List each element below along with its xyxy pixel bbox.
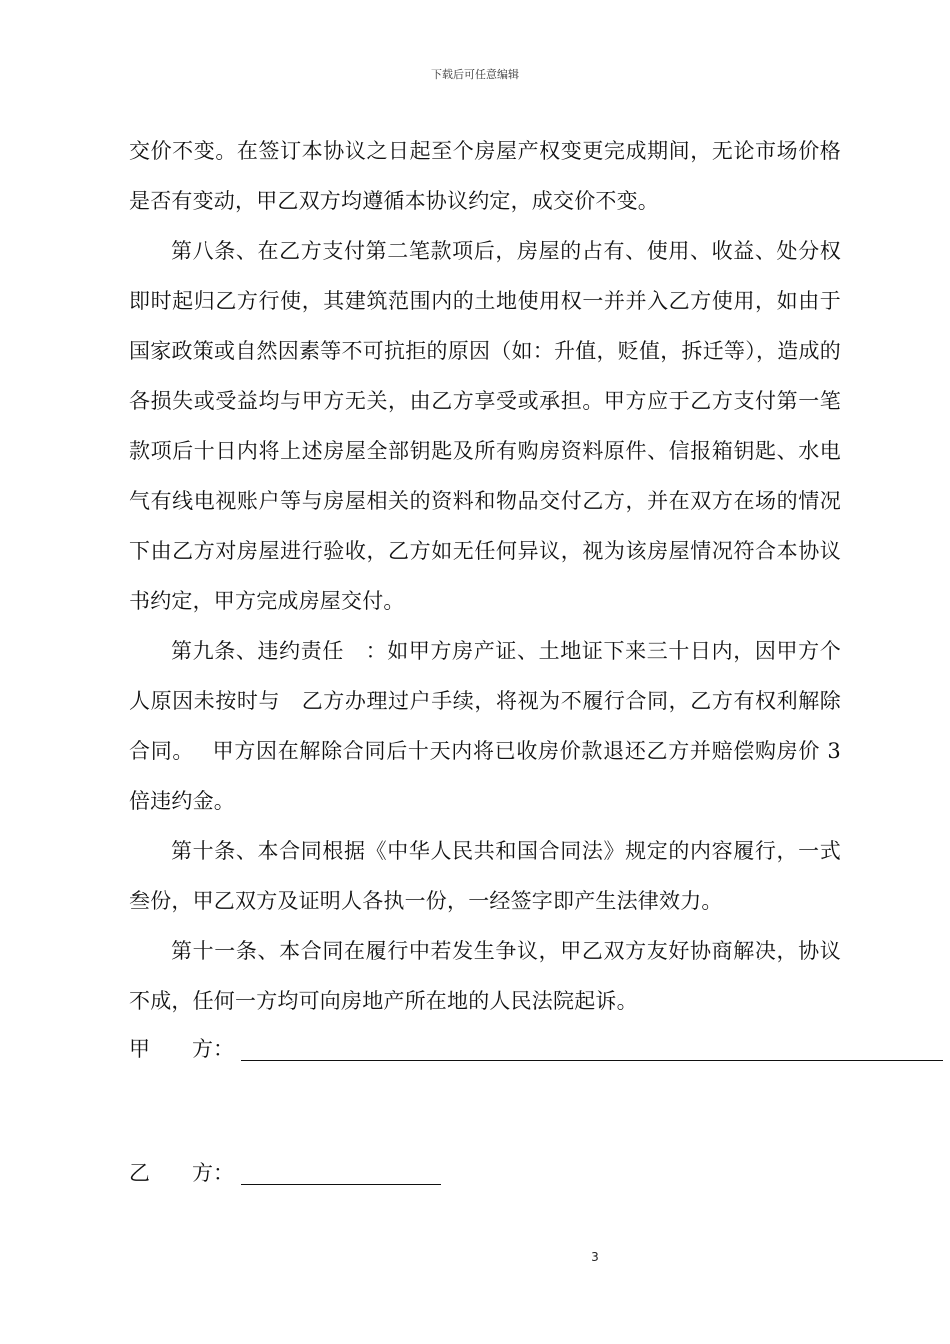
paragraph-article-11: 第十一条、本合同在履行中若发生争议，甲乙双方友好协商解决，协议不成，任何一方均可向房地产所在地的人民法院起诉。 (129, 939, 841, 1013)
page-number: 3 (591, 1250, 599, 1264)
paragraph-article-8: 第八条、在乙方支付第二笔款项后，房屋的占有、使用、收益、处分权即时起归乙方行使，其建筑范围内的土地使用权一并并入乙方使用，如由于国家政策或自然因素等不可抗拒的原因（如：升值，贬值，拆迁等），造成的各损失或受益均与甲方无关，由乙方享受或承担。甲方应于乙方支付第一笔款项后十日内将上述房屋全部钥匙及所有购房资料原件、信报箱钥匙、水电气有线电视账户等与房屋相关的资料和物品交付乙方，并在双方在场的情况下由乙方对房屋进行验收，乙方如无任何异议，视为该房屋情况符合本协议书约定，甲方完成房屋交付。 (129, 239, 841, 613)
paragraph-article-10: 第十条、本合同根据《中华人民共和国合同法》规定的内容履行，一式叁份，甲乙双方及证明人各执一份，一经签字即产生法律效力。 (129, 839, 841, 913)
page-header: 下载后可任意编辑 (431, 68, 519, 81)
document-body (129, 126, 841, 1026)
paragraph-article-9: 第九条、违约责任 ：如甲方房产证、土地证下来三十日内，因甲方个人原因未按时与 乙方办理过户手续，将视为不履行合同，乙方有权利解除合同。 甲方因在解除合同后十天内将已收房价款退还乙方并赔偿购房价 3 倍违约金。 (129, 639, 841, 813)
party-b-label: 乙 方： (129, 1161, 234, 1185)
party-b-signature-line (241, 1184, 441, 1185)
party-a-signature-line (241, 1060, 943, 1061)
paragraph-continuation: 交价不变。在签订本协议之日起至个房屋产权变更完成期间，无论市场价格是否有变动，甲乙双方均遵循本协议约定，成交价不变。 (129, 139, 841, 213)
party-a-label: 甲 方： (129, 1037, 234, 1061)
signature-party-a (129, 1034, 944, 1064)
signature-party-b (129, 1158, 449, 1188)
